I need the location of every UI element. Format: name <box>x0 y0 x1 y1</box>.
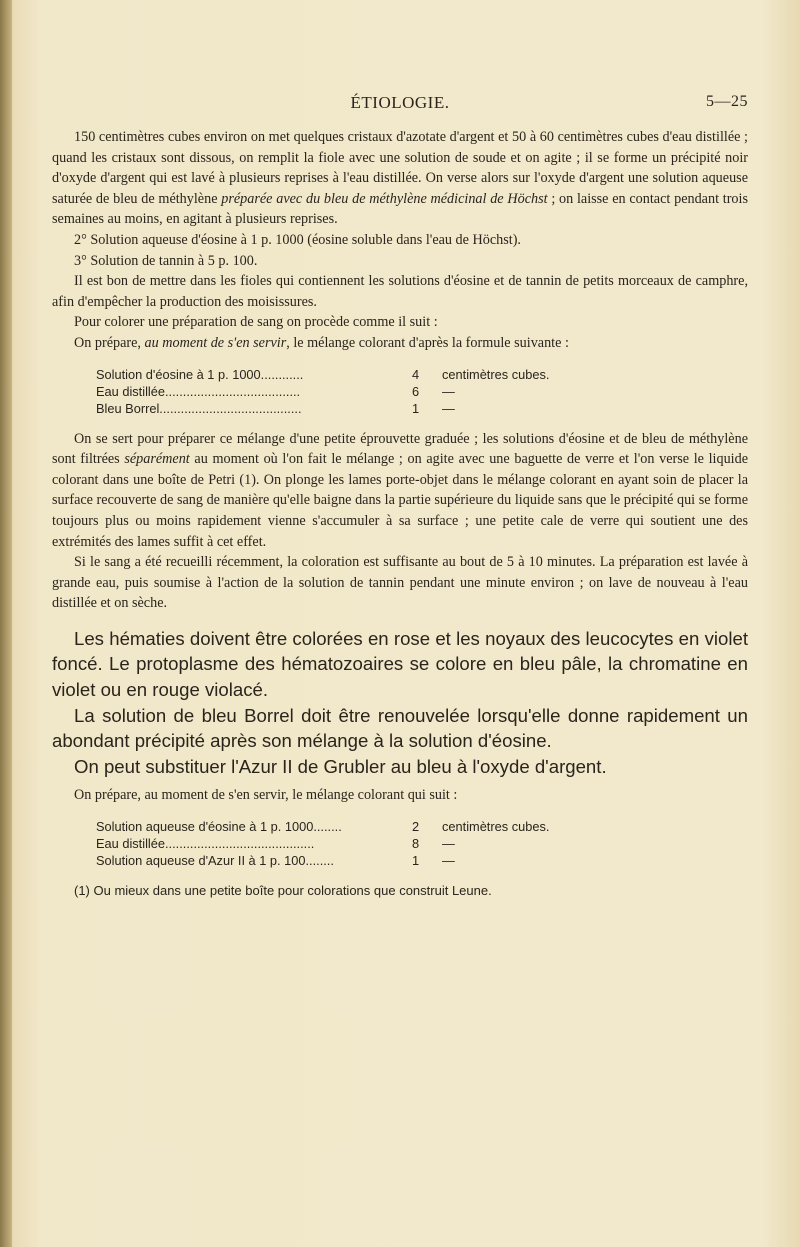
italic-text: au moment de s'en servir <box>144 334 287 351</box>
formula-row <box>96 400 656 417</box>
formula-ingredient: Solution aqueuse d'Azur II à 1 p. 100........ <box>96 853 334 869</box>
formula-unit: centimètres cubes. <box>442 819 550 835</box>
formula-row <box>96 383 656 400</box>
body-text <box>52 127 748 902</box>
formula-table-2 <box>96 818 656 869</box>
formula-quantity: 6 <box>412 383 420 399</box>
formula-row <box>96 366 656 383</box>
formula-unit: — <box>442 853 455 869</box>
text-run: 150 centimètres cubes environ on met quelques cristaux d'azotate d'argent et 50 à 60 centimètres cubes d'eau distillée ; quand les cristaux sont dissous, on remplit la fiole avec une solution de soude et on agite ; il se forme un précipité noir d'oxyde d'argent qui est lavé à plusieurs reprises à l'eau distillée. On verse alors sur l'oxyde d'argent une solution aqueuse saturée de bleu de méthylène <box>52 129 748 207</box>
formula-ingredient: Solution d'éosine à 1 p. 1000............ <box>96 366 304 382</box>
text-run: 3° Solution de tannin à 5 p. 100. <box>74 252 258 269</box>
formula-quantity: 2 <box>412 819 420 835</box>
text-run: On prépare, <box>74 334 145 351</box>
formula-unit: — <box>442 400 455 416</box>
text-run: Pour colorer une préparation de sang on procède comme il suit : <box>74 314 438 331</box>
text-run: ; on laisse en contact pendant trois semaines au moins, en agitant à plusieurs reprises. <box>52 190 748 228</box>
formula-quantity: 8 <box>412 836 420 852</box>
page-number: 5—25 <box>706 93 748 110</box>
running-header <box>52 93 748 119</box>
text-run: On se sert pour préparer ce mélange d'une petite éprouvette graduée ; les solutions d'éosine et de bleu de méthylène sont filtrées <box>52 430 748 468</box>
formula-quantity: 4 <box>412 366 420 382</box>
large-paragraph: Les hématies doivent être colorées en rose et les noyaux des leucocytes en violet foncé. Le protoplasme des hématozoaires se colore en bleu pâle, la chromatine en violet ou en rouge violacé. <box>52 627 748 701</box>
formula-ingredient: Eau distillée.......................................... <box>96 836 315 852</box>
text-run: 2° Solution aqueuse d'éosine à 1 p. 1000 (éosine soluble dans l'eau de Höchst). <box>74 231 521 248</box>
formula-quantity: 1 <box>412 400 420 416</box>
running-title: ÉTIOLOGIE. <box>350 93 450 112</box>
formula-row <box>96 852 656 869</box>
formula-ingredient: Solution aqueuse d'éosine à 1 p. 1000........ <box>96 819 342 835</box>
paragraph <box>52 333 748 354</box>
text-run: au moment où l'on fait le mélange ; on agite avec une baguette de verre et l'on verse le liquide colorant dans une boîte de Petri (1). On plonge les lames porte-objet dans le mélange colorant en ayant soin de placer la surface recouverte de sang de manière qu'elle baigne dans la partie supérieure du liquide sans que le précipité qui se forme toujours plus ou moins rapidement vienne s'accumuler à sa surface ; une petite cale de verre qui soutient une des extrémités des lames suffit à cet effet. <box>52 451 748 550</box>
text-run: Si le sang a été recueilli récemment, la coloration est suffisante au bout de 5 à 10 minutes. La préparation est lavée à grande eau, puis soumise à l'action de la solution de tannin pendant une minute environ ; on lave de nouveau à l'eau distillée et on sèche. <box>52 554 748 612</box>
formula-quantity: 1 <box>412 853 420 869</box>
book-gutter <box>0 0 12 1247</box>
formula-table-1 <box>96 366 656 417</box>
paragraph <box>52 271 748 312</box>
paragraph: On prépare, au moment de s'en servir, le mélange colorant qui suit : <box>74 787 458 804</box>
formula-unit: — <box>442 836 455 852</box>
paragraph <box>52 251 748 272</box>
large-paragraph: On peut substituer l'Azur II de Grubler au bleu à l'oxyde d'argent. <box>74 755 607 777</box>
formula-ingredient: Bleu Borrel........................................ <box>96 400 302 416</box>
paragraph <box>52 127 748 230</box>
text-run: , le mélange colorant d'après la formule suivante : <box>286 334 569 351</box>
paragraph-group-1 <box>52 127 748 354</box>
footnote: (1) Ou mieux dans une petite boîte pour colorations que construit Leune. <box>74 883 492 899</box>
large-type-paragraphs <box>52 626 748 780</box>
formula-row <box>96 835 656 852</box>
italic-text: séparément <box>124 451 190 468</box>
italic-text: préparée avec du bleu de méthylène médicinal de Höchst <box>221 190 548 207</box>
paragraph <box>52 312 748 333</box>
paragraph <box>52 230 748 251</box>
formula-row <box>96 818 656 835</box>
large-paragraph: La solution de bleu Borrel doit être renouvelée lorsqu'elle donne rapidement un abondant précipité après son mélange à la solution d'éosine. <box>52 704 748 752</box>
paragraph-group-2 <box>52 429 748 614</box>
formula-ingredient: Eau distillée...................................... <box>96 383 301 399</box>
formula-unit: — <box>442 383 455 399</box>
formula-unit: centimètres cubes. <box>442 366 550 382</box>
paragraph <box>52 429 748 553</box>
paragraph <box>52 552 748 614</box>
text-run: Il est bon de mettre dans les fioles qui contiennent les solutions d'éosine et de tannin de petits morceaux de camphre, afin d'empêcher la production des moisissures. <box>52 273 748 310</box>
